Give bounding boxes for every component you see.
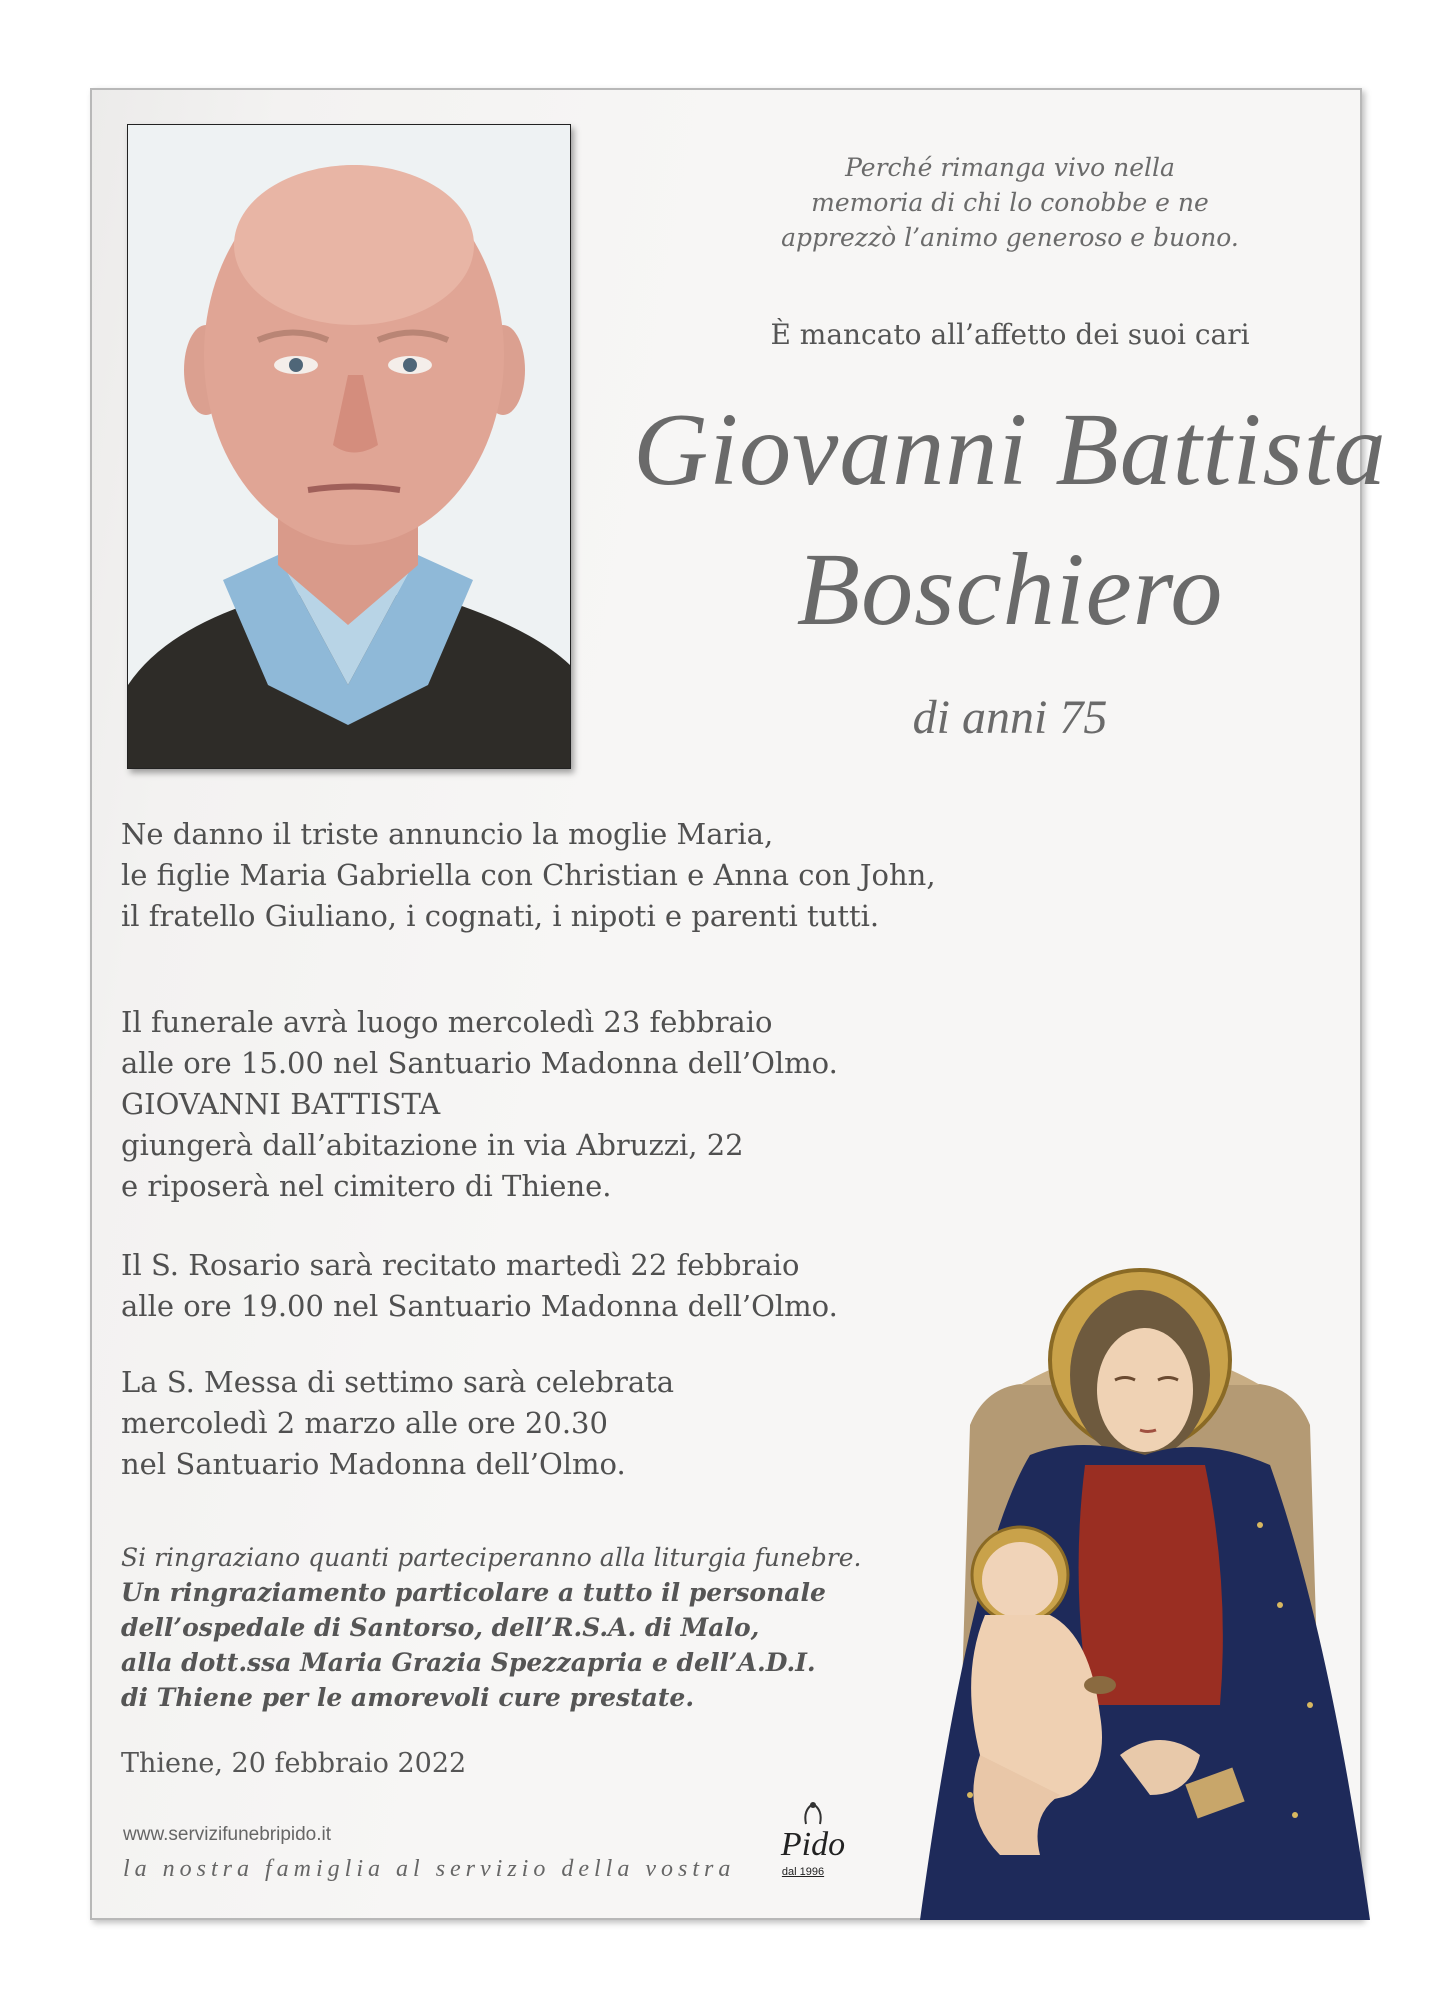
website-link[interactable]: www.servizifunebripido.it: [123, 1824, 332, 1845]
quote-line: apprezzò l’animo generoso e buono.: [781, 223, 1239, 252]
thanks-line: Un ringraziamento particolare a tutto il personale: [121, 1578, 826, 1607]
announcement-line: le figlie Maria Gabriella con Christian e Anna con John,: [121, 858, 936, 892]
portrait-photo: [127, 124, 571, 769]
funeral-paragraph: [121, 1002, 838, 1207]
thanks-line: dell’ospedale di Santorso, dell’R.S.A. di Malo,: [121, 1613, 760, 1642]
thanks-paragraph: [121, 1540, 861, 1715]
quote-line: memoria di chi lo conobbe e ne: [811, 188, 1209, 217]
funeral-line: giungerà dall’abitazione in via Abruzzi, 22: [121, 1128, 744, 1162]
funeral-line: GIOVANNI BATTISTA: [121, 1087, 441, 1121]
announcement-line: Ne danno il triste annuncio la moglie Maria,: [121, 817, 774, 851]
mass-line: La S. Messa di settimo sarà celebrata: [121, 1365, 675, 1399]
mass-paragraph: [121, 1362, 674, 1485]
thanks-line: alla dott.ssa Maria Grazia Spezzapria e dell’A.D.I.: [121, 1648, 816, 1677]
madonna-and-child-painting: [900, 1255, 1370, 1920]
funeral-line: e riposerà nel cimitero di Thiene.: [121, 1169, 612, 1203]
company-motto: la nostra famiglia al servizio della vostra: [123, 1856, 736, 1882]
intro-text: È mancato all’affetto dei suoi cari: [770, 318, 1250, 351]
announcement-paragraph: [121, 814, 936, 937]
dateline: Thiene, 20 febbraio 2022: [121, 1748, 467, 1779]
rosary-line: alle ore 19.00 nel Santuario Madonna dell’Olmo.: [121, 1289, 838, 1323]
mass-line: nel Santuario Madonna dell’Olmo.: [121, 1447, 626, 1481]
deceased-name-first: Giovanni Battista: [633, 392, 1387, 507]
thanks-line: di Thiene per le amorevoli cure prestate.: [121, 1683, 695, 1712]
funeral-line: alle ore 15.00 nel Santuario Madonna dell’Olmo.: [121, 1046, 838, 1080]
mass-line: mercoledì 2 marzo alle ore 20.30: [121, 1406, 608, 1440]
memorial-quote: [700, 150, 1320, 255]
logo-name: Pido: [780, 1826, 846, 1863]
deceased-age: di anni 75: [912, 691, 1108, 744]
thanks-intro: Si ringraziano quanti parteciperanno alla liturgia funebre.: [121, 1543, 862, 1572]
announcement-line: il fratello Giuliano, i cognati, i nipoti e parenti tutti.: [121, 899, 880, 933]
rosary-line: Il S. Rosario sarà recitato martedì 22 febbraio: [121, 1248, 800, 1282]
rosary-paragraph: [121, 1245, 838, 1327]
funeral-line: Il funerale avrà luogo mercoledì 23 febbraio: [121, 1005, 773, 1039]
quote-line: Perché rimanga vivo nella: [845, 153, 1175, 182]
logo-since: dal 1996: [781, 1866, 825, 1878]
deceased-name-last: Boschiero: [796, 532, 1224, 647]
company-logo: [768, 1800, 858, 1880]
